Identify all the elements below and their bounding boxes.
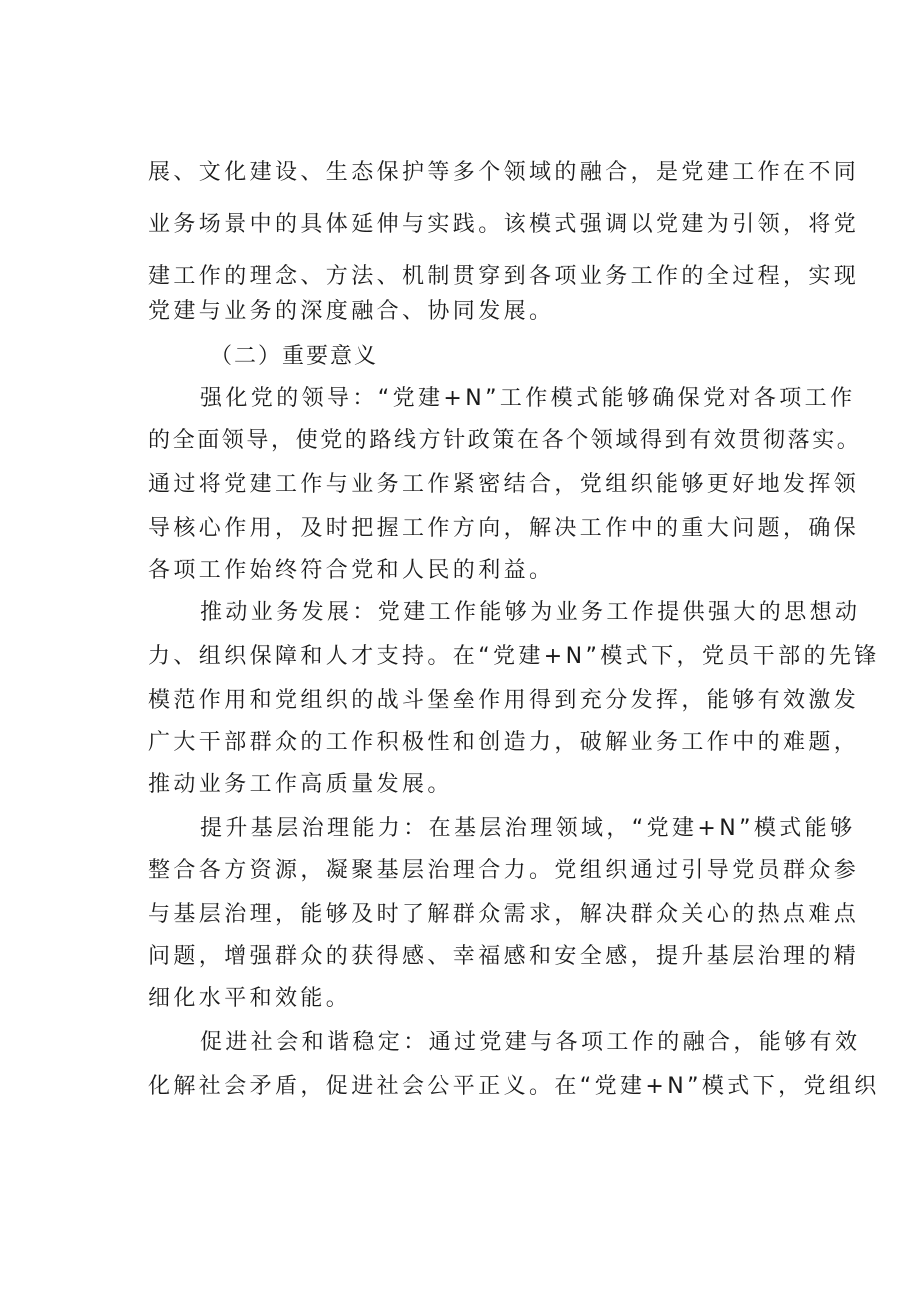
para1-line-1: 强化党的领导：“党建+N”工作模式能够确保党对各项工作 <box>200 386 856 411</box>
intro-line-4: 党建与业务的深度融合、协同发展。 <box>148 299 555 324</box>
para4-line-1: 促进社会和谐稳定：通过党建与各项工作的融合，能够有效 <box>200 1030 861 1055</box>
para3-line-2: 整合各方资源，凝聚基层治理合力。党组织通过引导党员群众参 <box>148 858 860 883</box>
section-heading: （二）重要意义 <box>210 344 379 369</box>
para1-line-5: 各项工作始终符合党和人民的利益。 <box>148 558 555 583</box>
para3-line-5: 细化水平和效能。 <box>148 986 352 1011</box>
para2-line-5: 推动业务工作高质量发展。 <box>148 772 453 797</box>
para2-line-2: 力、组织保障和人才支持。在“党建+N”模式下，党员干部的先锋 <box>148 644 880 669</box>
para3-line-1: 提升基层治理能力：在基层治理领域，“党建+N”模式能够 <box>200 816 856 841</box>
para1-line-2: 的全面领导，使党的路线方针政策在各个领域得到有效贯彻落实。 <box>148 428 862 453</box>
para2-line-4: 广大干部群众的工作积极性和创造力，破解业务工作中的难题， <box>148 730 860 755</box>
para2-line-3: 模范作用和党组织的战斗堡垒作用得到充分发挥，能够有效激发 <box>148 688 860 713</box>
intro-line-1: 展、文化建设、生态保护等多个领域的融合，是党建工作在不同 <box>148 160 860 185</box>
intro-line-3: 建工作的理念、方法、机制贯穿到各项业务工作的全过程，实现 <box>148 264 860 289</box>
para1-line-4: 导核心作用，及时把握工作方向，解决工作中的重大问题，确保 <box>148 516 860 541</box>
para4-line-2: 化解社会矛盾，促进社会公平正义。在“党建+N”模式下，党组织 <box>148 1074 880 1099</box>
para2-line-1: 推动业务发展：党建工作能够为业务工作提供强大的思想动 <box>200 600 861 625</box>
para3-line-3: 与基层治理，能够及时了解群众需求，解决群众关心的热点难点 <box>148 902 860 927</box>
intro-line-2: 业务场景中的具体延伸与实践。该模式强调以党建为引领，将党 <box>148 212 860 237</box>
para1-line-3: 通过将党建工作与业务工作紧密结合，党组织能够更好地发挥领 <box>148 472 860 497</box>
para3-line-4: 问题，增强群众的获得感、幸福感和安全感，提升基层治理的精 <box>148 944 860 969</box>
